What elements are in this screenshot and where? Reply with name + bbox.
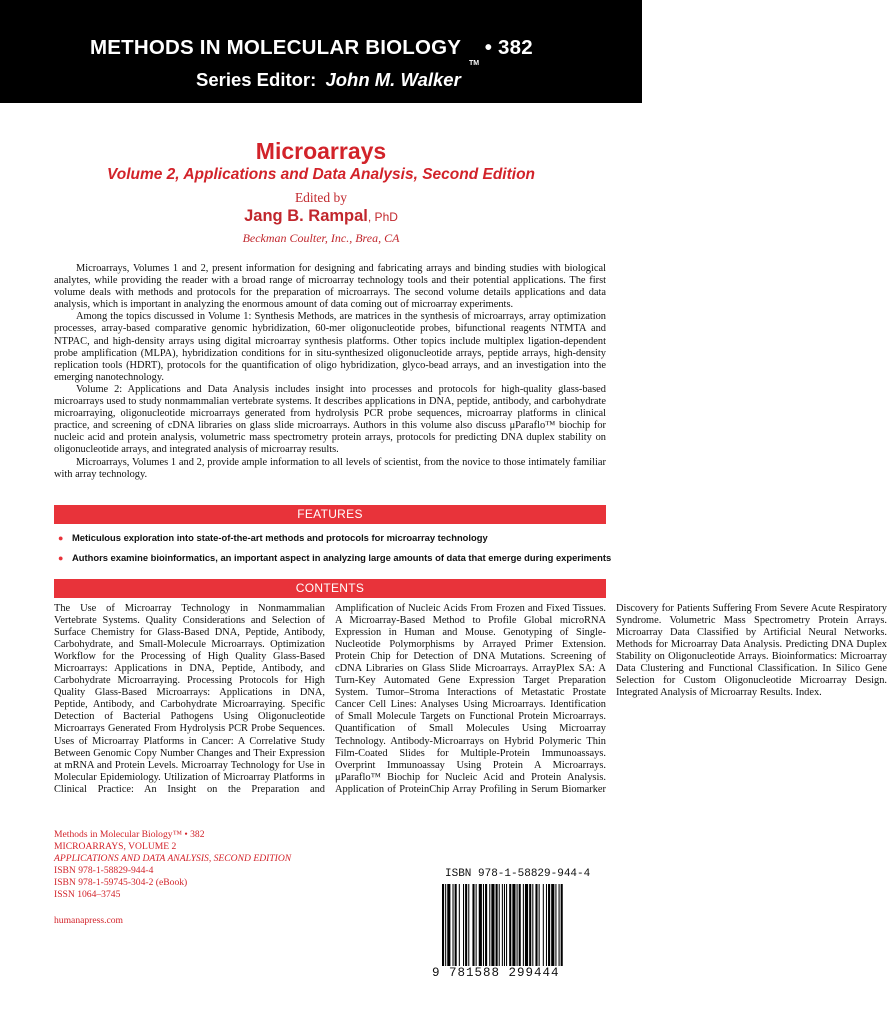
barcode-digits: 9 781588 299444 [432,966,560,980]
series-title-line [90,36,533,60]
footer-isbn-print: ISBN 978-1-58829-944-4 [54,865,154,876]
trademark-mark: TM [469,60,480,67]
editor-affiliation: Beckman Coulter, Inc., Brea, CA [242,231,400,245]
feature-item [58,551,612,571]
book-title: Microarrays [255,138,387,164]
book-description [54,263,606,481]
book-subtitle: Volume 2, Applications and Data Analysis, Second Edition [106,166,536,183]
bullet-icon: ● [58,533,64,543]
barcode-image [441,884,603,966]
footer-isbn-ebook: ISBN 978-1-59745-304-2 (eBook) [54,877,188,888]
description-paragraph: Volume 2: Applications and Data Analysis includes insight into processes and protocols for high-quality glass-based microarrays used to study nonmammalian vertebrate systems. It describes applications in DNA, peptide, antibody, and carbohydrate microarraying, oligonucleotide microarrays generated from hydrolysis PCR probe sequences, microarray platforms in clinical practice, and screening of cDNA libraries on glass slide microarrays. Authors in this volume also discuss μParaflo™ biochip for nucleic acid and protein analysis, volumetric mass spectrometry protein arrays, protocols for predicting DNA duplex stability on oligonucleotide arrays, and integrated analysis of microarray results. [54,383,606,456]
bullet-icon: ● [58,553,64,563]
series-editor-label: Series Editor: [196,69,317,90]
feature-text: Authors examine bioinformatics, an important aspect in analyzing large amounts of data that emerge during experiments [72,552,612,563]
footer-volume: MICROARRAYS, VOLUME 2 [54,841,177,852]
bullet-separator: • [484,36,493,59]
contents-text: The Use of Microarray Technology in Nonmammalian Vertebrate Systems. Quality Considerations and Selection of Surface Chemistry for Glass-Based DNA, Peptide, Antibody, Carbohydrate, and Small-Molecule Microarrays. Optimization Workflow for the Processing of High Quality Glass-Based Microarrays: Applications in DNA, Peptide, Antibody, and Carbohydrate Microarraying. Processing Protocols for High Quality Glass-Based Microarrays: Applications in DNA, Peptide, Antibody, and Carbohydrate Microarraying. Specific Detection of Bacterial Pathogens Using Oligonucleotide Microarrays Generated From Hydrolysis PCR Probe Sequences. Uses of Microarray Platforms in Cancer: A Correlative Study Between Genomic Copy Number Changes and Their Expression at mRNA and Protein Levels. Microarray Technology for Use in Molecular Epidemiology. Utilization of Microarray Platforms in Clinical Practice: An Insight on the Preparation and Amplification of Nucleic Acids From Frozen and Fixed Tissues. A Microarray-Based Method to Profile Global microRNA Expression in Human and Mouse. Genotyping of Single-Nucleotide Polymorphisms by Arrayed Primer Extension. Protein Chip for Detection of DNA Mutations. Screening of cDNA Libraries on Glass Slide Microarrays. ArrayPlex SA: A Turn-Key Automated Gene Expression Target Preparation System. Tumor–Stroma Interactions of Metastatic Prostate Cancer Cell Lines: Analyses Using Microarrays. Identification of Small Molecule Targets on Functional Protein Microarrays. Quantification of Small Molecules Using Microarray Technology. Antibody-Microarrays on Hybrid Polymeric Thin Film-Coated Slides for Multiple-Protein Immunoassays. Overprint Immunoassay Using Protein A Microarrays. μParaflo™ Biochip for Nucleic Acid and Protein Analysis. Application of ProteinChip Array Profiling in Serum Biomarker Discovery for Patients Suffering From Severe Acute Respiratory Syndrome. Volumetric Mass Spectrometry Protein Arrays. Microarray Data Classified by Artificial Neural Networks. Methods for Microarray Data Analysis. Predicting DNA Duplex Stability on Oligonucleotide Arrays. Bioinformatics: Microarray Data Clustering and Functional Classification. In Silico Gene Selection for Custom Oligonucleotide Microarray Design. Integrated Analysis of Microarray Results. Index. [54,603,887,795]
footer-info [54,829,294,927]
features-list [58,531,612,571]
edited-by-label: Edited by [294,190,348,205]
description-paragraph: Microarrays, Volumes 1 and 2, provide ample information to all levels of scientist, from the novice to those intimately familiar with array technology. [54,456,606,480]
description-paragraph: Microarrays, Volumes 1 and 2, present information for designing and fabricating arrays and binding studies with biological analytes, while providing the reader with a broad range of microarray technology tools and their potential applications. The first volume deals with methods and protocols for the preparation of microarrays. The second volume details applications and data analysis, which is important in analyzing the enormous amount of data coming out of microarray experiments. [54,263,606,311]
series-title: METHODS IN MOLECULAR BIOLOGY [90,36,461,59]
feature-text: Meticulous exploration into state-of-the-art methods and protocols for microarray technology [72,532,488,543]
footer-series: Methods in Molecular Biology™ • 382 [54,829,205,840]
barcode-isbn-label: ISBN 978-1-58829-944-4 [445,868,591,880]
contents-heading: CONTENTS [54,579,606,598]
footer-subtitle: APPLICATIONS AND DATA ANALYSIS, SECOND EDITION [54,853,292,864]
series-editor-line [196,69,461,91]
footer-issn: ISSN 1064–3745 [54,889,121,900]
description-paragraph: Among the topics discussed in Volume 1: Synthesis Methods, are matrices in the synthesis of microarrays, array optimization processes, array-based comparative genomic hybridization, 60-mer oligonucleotide probes, bifunctional reagents NTMTA and NTPAC, and high-density arrays using digital microarray synthesis platforms. Other topics include multiplex ligation-dependent probe amplification (MLPA), hybridization conditions for in situ-synthesized oligonucleotide arrays, peptide arrays, high-density replication tools (HDRT), protocols for the quantification of oligo hybridization, glyco-bead arrays, and an investigation into the emerging nanotechnology. [54,311,606,383]
volume-number: 382 [498,36,533,59]
volume-editor-credential: , PhD [367,210,398,224]
feature-item [58,531,606,551]
series-editor-name: John M. Walker [325,69,461,90]
features-heading: FEATURES [54,505,606,524]
volume-editor [0,207,642,226]
footer-website: humanapress.com [54,915,124,926]
volume-editor-name: Jang B. Rampal [244,207,368,225]
series-header [0,0,642,103]
